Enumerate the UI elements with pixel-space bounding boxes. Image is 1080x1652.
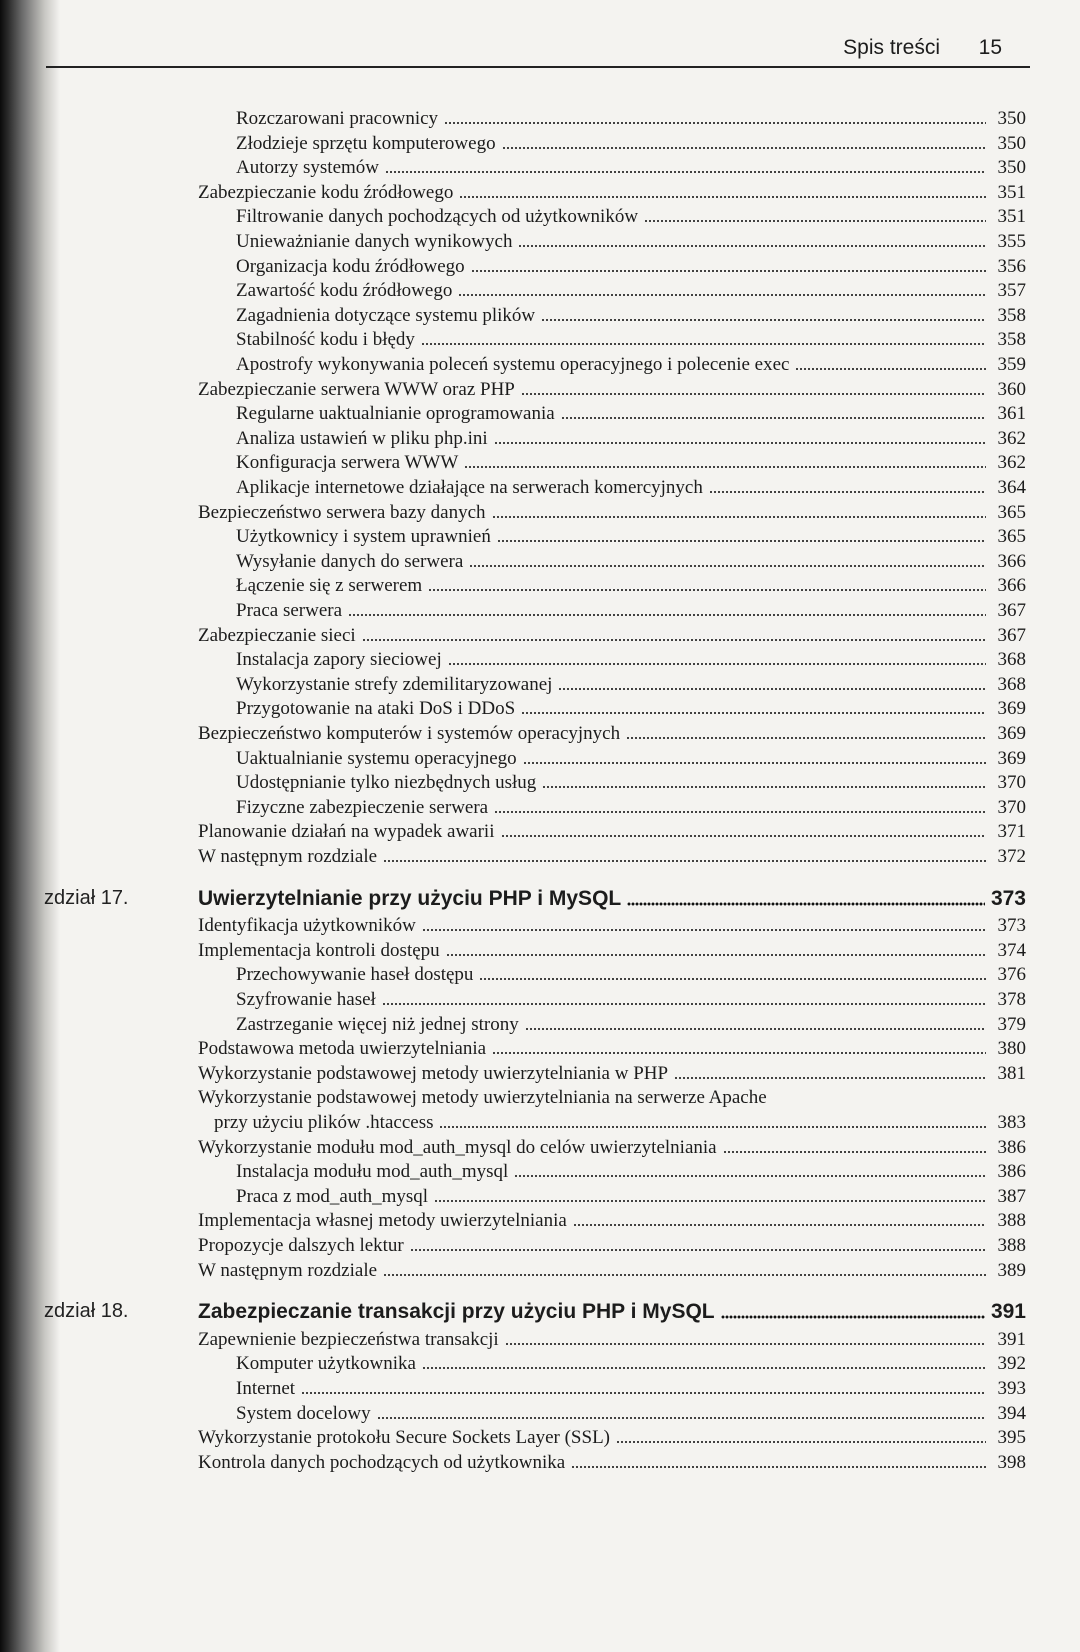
toc-entry xyxy=(236,1010,1026,1036)
dot-leader xyxy=(383,1273,986,1277)
toc-entry xyxy=(198,1133,1026,1159)
entry-page-number: 357 xyxy=(997,280,1026,302)
chapter-entry xyxy=(198,885,1026,911)
dot-leader xyxy=(446,953,986,957)
entry-page-number: 386 xyxy=(997,1136,1026,1158)
dot-leader xyxy=(348,613,986,617)
toc-entry xyxy=(236,571,1026,597)
entry-title: Kontrola danych pochodzących od użytkownika xyxy=(198,1451,566,1473)
entry-page-number: 372 xyxy=(997,846,1026,867)
entry-title: W następnym rozdziale xyxy=(198,1259,378,1281)
toc-entry xyxy=(236,153,1026,179)
toc-entry xyxy=(236,744,1026,770)
dot-leader xyxy=(501,834,987,838)
toc-entry xyxy=(236,793,1026,819)
dot-leader xyxy=(573,1223,986,1227)
entry-title: Fizyczne zabezpieczenie serwera xyxy=(236,796,489,818)
entry-title: Wykorzystanie protokołu Secure Sockets Layer (SSL) xyxy=(198,1427,610,1449)
entry-title: System docelowy xyxy=(236,1402,371,1424)
entry-page-number: 371 xyxy=(997,821,1026,843)
entry-title: Propozycje dalszych lektur xyxy=(198,1235,404,1256)
toc-entry xyxy=(236,1399,1026,1425)
entry-page-number: 362 xyxy=(997,427,1026,449)
toc-entry xyxy=(236,301,1026,327)
dot-leader xyxy=(626,736,986,740)
dot-leader xyxy=(382,1002,986,1006)
entry-page-number: 350 xyxy=(997,108,1026,129)
entry-title: Planowanie działań na wypadek awarii xyxy=(198,821,495,843)
entry-page-number: 383 xyxy=(997,1112,1026,1133)
entry-page-number: 365 xyxy=(997,501,1026,523)
dot-leader xyxy=(362,638,986,642)
book-binding-shadow xyxy=(0,0,60,1652)
entry-page-number: 362 xyxy=(997,452,1026,474)
dot-leader xyxy=(505,1342,986,1346)
dot-leader xyxy=(492,1051,986,1055)
dot-leader xyxy=(521,392,986,396)
entry-page-number: 388 xyxy=(997,1210,1026,1232)
dot-leader xyxy=(464,465,986,469)
entry-title: Internet xyxy=(236,1378,296,1399)
dot-leader xyxy=(422,1366,986,1370)
dot-leader xyxy=(439,1125,986,1129)
toc-entry xyxy=(198,1423,1026,1449)
entry-page-number: 379 xyxy=(997,1013,1026,1035)
toc-entry xyxy=(198,1083,1026,1109)
toc-entry xyxy=(198,842,1026,868)
dot-leader xyxy=(723,1150,986,1154)
entry-page-number: 365 xyxy=(997,526,1026,548)
entry-title: Wykorzystanie podstawowej metody uwierzytelniania w PHP xyxy=(198,1062,669,1084)
entry-page-number: 386 xyxy=(997,1161,1026,1183)
toc-entry xyxy=(236,252,1026,278)
entry-title: Implementacja kontroli dostępu xyxy=(198,939,440,961)
toc-entry xyxy=(198,621,1026,647)
dot-leader xyxy=(674,1076,986,1080)
entry-page-number: 355 xyxy=(997,231,1026,252)
entry-page-number: 370 xyxy=(997,796,1026,818)
entry-page-number: 360 xyxy=(997,378,1026,400)
chapter-label xyxy=(44,887,129,910)
entry-page-number: 367 xyxy=(997,624,1026,646)
toc-entry xyxy=(198,911,1026,937)
toc-entry xyxy=(214,1108,1026,1134)
entry-page-number: 388 xyxy=(997,1235,1026,1256)
dot-leader xyxy=(492,515,987,519)
toc-entry xyxy=(198,1034,1026,1060)
dot-leader xyxy=(448,662,986,666)
dot-leader xyxy=(385,170,986,174)
chapter-label-text: zdział 17. xyxy=(44,886,129,909)
entry-page-number: 373 xyxy=(990,886,1026,910)
dot-leader xyxy=(521,711,986,715)
entry-page-number: 350 xyxy=(997,157,1026,179)
toc-entry xyxy=(198,375,1026,401)
entry-page-number: 358 xyxy=(997,304,1026,326)
entry-page-number: 367 xyxy=(997,600,1026,621)
dot-leader xyxy=(721,1315,985,1319)
toc-entry xyxy=(236,227,1026,253)
dot-leader xyxy=(444,121,986,125)
entry-page-number: 395 xyxy=(997,1427,1026,1449)
entry-page-number: 368 xyxy=(997,673,1026,695)
dot-leader xyxy=(616,1440,986,1444)
dot-leader xyxy=(471,269,986,273)
dot-leader xyxy=(795,367,986,371)
page-header xyxy=(46,30,1030,68)
entry-title: W następnym rozdziale xyxy=(198,846,378,867)
toc-entry xyxy=(198,817,1026,843)
dot-leader xyxy=(469,564,986,568)
toc-entry xyxy=(236,1349,1026,1375)
dot-leader xyxy=(479,977,986,981)
entry-page-number: 381 xyxy=(997,1062,1026,1084)
toc-entry xyxy=(198,178,1026,204)
toc-entry xyxy=(236,694,1026,720)
entry-title: Zapewnienie bezpieczeństwa transakcji xyxy=(198,1328,499,1350)
dot-leader xyxy=(518,244,986,248)
toc-entry xyxy=(236,325,1026,351)
entry-title: Szyfrowanie haseł xyxy=(236,989,376,1010)
toc-entry xyxy=(236,104,1026,130)
toc-entry xyxy=(236,547,1026,573)
entry-title: Identyfikacja użytkowników xyxy=(198,915,416,937)
entry-title: Stabilność kodu i błędy xyxy=(236,329,415,351)
dot-leader xyxy=(301,1391,986,1395)
entry-page-number: 364 xyxy=(997,477,1026,498)
entry-title: Implementacja własnej metody uwierzytelniania xyxy=(198,1210,567,1232)
toc-entry xyxy=(236,473,1026,499)
entry-title: Filtrowanie danych pochodzących od użytkowników xyxy=(236,206,639,228)
toc-entry xyxy=(198,719,1026,745)
entry-page-number: 374 xyxy=(997,939,1026,961)
toc-entry xyxy=(236,399,1026,425)
entry-title: Wykorzystanie strefy zdemilitaryzowanej xyxy=(236,673,553,695)
page-number: 15 xyxy=(978,36,1002,59)
entry-page-number: 369 xyxy=(997,698,1026,720)
dot-leader xyxy=(422,928,986,932)
entry-title: Konfiguracja serwera WWW xyxy=(236,452,459,474)
toc-entry xyxy=(236,1182,1026,1208)
entry-page-number: 369 xyxy=(997,747,1026,769)
entry-title: Bezpieczeństwo serwera bazy danych xyxy=(198,501,486,523)
dot-leader xyxy=(494,810,986,814)
dot-leader xyxy=(494,441,986,445)
entry-page-number: 378 xyxy=(997,989,1026,1010)
entry-title: Unieważnianie danych wynikowych xyxy=(236,231,513,252)
toc-entry xyxy=(236,960,1026,986)
entry-title: Zastrzeganie więcej niż jednej strony xyxy=(236,1013,519,1035)
entry-title: Użytkownicy i system uprawnień xyxy=(236,526,491,548)
toc-entry xyxy=(236,276,1026,302)
entry-title: Autorzy systemów xyxy=(236,157,380,179)
toc-entry xyxy=(198,1059,1026,1085)
chapter-label xyxy=(44,1300,129,1323)
dot-leader xyxy=(383,859,986,863)
dot-leader xyxy=(561,416,986,420)
dot-leader xyxy=(709,490,986,494)
entry-title: Regularne uaktualnianie oprogramowania xyxy=(236,403,555,425)
toc-entry xyxy=(236,1157,1026,1183)
entry-title: Bezpieczeństwo komputerów i systemów operacyjnych xyxy=(198,723,621,744)
dot-leader xyxy=(627,902,985,906)
dot-leader xyxy=(502,146,986,150)
dot-leader xyxy=(428,588,986,592)
toc-entry xyxy=(236,448,1026,474)
toc-entry xyxy=(236,645,1026,671)
entry-title: Zagadnienia dotyczące systemu plików xyxy=(236,304,536,326)
chapter-label-text: zdział 18. xyxy=(44,1300,129,1323)
entry-page-number: 366 xyxy=(997,550,1026,572)
dot-leader xyxy=(434,1199,986,1203)
dot-leader xyxy=(541,318,986,322)
toc-entry xyxy=(236,670,1026,696)
dot-leader xyxy=(458,293,986,297)
entry-page-number: 350 xyxy=(997,132,1026,154)
entry-title: Praca serwera xyxy=(236,600,343,621)
entry-title: Komputer użytkownika xyxy=(236,1353,416,1375)
entry-page-number: 356 xyxy=(997,255,1026,277)
toc-entry xyxy=(236,202,1026,228)
entry-page-number: 370 xyxy=(997,772,1026,794)
entry-page-number: 389 xyxy=(997,1259,1026,1281)
entry-title: Przygotowanie na ataki DoS i DDoS xyxy=(236,698,516,720)
entry-title: Organizacja kodu źródłowego xyxy=(236,255,465,277)
entry-title: Złodzieje sprzętu komputerowego xyxy=(236,132,496,154)
entry-page-number: 373 xyxy=(997,915,1026,937)
dot-leader xyxy=(410,1248,986,1252)
toc-entry xyxy=(236,129,1026,155)
entry-title: Instalacja zapory sieciowej xyxy=(236,649,442,671)
entry-title: Rozczarowani pracownicy xyxy=(236,108,439,129)
entry-page-number: 394 xyxy=(997,1402,1026,1424)
dot-leader xyxy=(525,1027,986,1031)
entry-title: Zabezpieczanie serwera WWW oraz PHP xyxy=(198,378,515,400)
entry-title: Uwierzytelnianie przy użyciu PHP i MySQL xyxy=(198,886,622,910)
chapter-entry xyxy=(198,1298,1026,1324)
entry-title: Uaktualnianie systemu operacyjnego xyxy=(236,747,517,769)
entry-page-number: 359 xyxy=(997,354,1026,375)
entry-page-number: 391 xyxy=(997,1328,1026,1350)
entry-page-number: 351 xyxy=(997,181,1026,203)
entry-page-number: 366 xyxy=(997,575,1026,597)
toc-entry xyxy=(198,498,1026,524)
entry-page-number: 368 xyxy=(997,649,1026,671)
toc-entry xyxy=(236,424,1026,450)
dot-leader xyxy=(542,785,986,789)
dot-leader xyxy=(571,1465,986,1469)
entry-page-number: 392 xyxy=(997,1353,1026,1375)
entry-page-number: 398 xyxy=(997,1451,1026,1473)
toc-entry xyxy=(236,768,1026,794)
entry-page-number: 369 xyxy=(997,723,1026,744)
dot-leader xyxy=(523,761,986,765)
entry-page-number: 380 xyxy=(997,1038,1026,1060)
entry-title: Praca z mod_auth_mysql xyxy=(236,1185,429,1207)
entry-title: Wysyłanie danych do serwera xyxy=(236,550,464,572)
toc-entry xyxy=(236,1374,1026,1400)
page-title: Spis treści xyxy=(843,36,940,59)
entry-title: Zabezpieczanie sieci xyxy=(198,624,356,646)
entry-title: Przechowywanie haseł dostępu xyxy=(236,964,474,986)
entry-page-number: 393 xyxy=(997,1378,1026,1399)
toc-entry xyxy=(236,596,1026,622)
toc-entry xyxy=(236,522,1026,548)
entry-page-number: 376 xyxy=(997,964,1026,986)
entry-page-number: 358 xyxy=(997,329,1026,351)
entry-page-number: 391 xyxy=(990,1300,1026,1324)
toc-entry xyxy=(198,1256,1026,1282)
toc-entry xyxy=(198,936,1026,962)
entry-title: Aplikacje internetowe działające na serwerach komercyjnych xyxy=(236,477,703,498)
entry-title: Zawartość kodu źródłowego xyxy=(236,280,453,302)
dot-leader xyxy=(497,539,986,543)
entry-title: Udostępnianie tylko niezbędnych usług xyxy=(236,772,537,794)
toc-entry xyxy=(198,1206,1026,1232)
dot-leader xyxy=(421,342,986,346)
toc-entry xyxy=(198,1325,1026,1351)
entry-title: Wykorzystanie modułu mod_auth_mysql do celów uwierzytelniania xyxy=(198,1136,717,1158)
entry-page-number: 351 xyxy=(997,206,1026,228)
entry-page-number: 361 xyxy=(997,403,1026,425)
entry-title: Instalacja modułu mod_auth_mysql xyxy=(236,1161,509,1183)
dot-leader xyxy=(377,1416,986,1420)
toc-entry xyxy=(198,1231,1026,1257)
entry-title: Łączenie się z serwerem xyxy=(236,575,423,597)
entry-title: Podstawowa metoda uwierzytelniania xyxy=(198,1038,487,1060)
entry-title: przy użyciu plików .htaccess xyxy=(214,1112,434,1133)
entry-title: Zabezpieczanie transakcji przy użyciu PHP i MySQL xyxy=(198,1300,715,1324)
entry-title: Wykorzystanie podstawowej metody uwierzytelniania na serwerze Apache xyxy=(198,1087,767,1109)
toc-entry xyxy=(236,985,1026,1011)
dot-leader xyxy=(514,1174,986,1178)
entry-title: Analiza ustawień w pliku php.ini xyxy=(236,427,488,449)
entry-page-number: 387 xyxy=(997,1185,1026,1207)
toc-entry xyxy=(198,1448,1026,1474)
dot-leader xyxy=(558,687,986,691)
toc-entry xyxy=(236,350,1026,376)
dot-leader xyxy=(459,195,986,199)
entry-title: Apostrofy wykonywania poleceń systemu operacyjnego i polecenie exec xyxy=(236,354,790,375)
entry-title: Zabezpieczanie kodu źródłowego xyxy=(198,181,454,203)
dot-leader xyxy=(644,219,986,223)
